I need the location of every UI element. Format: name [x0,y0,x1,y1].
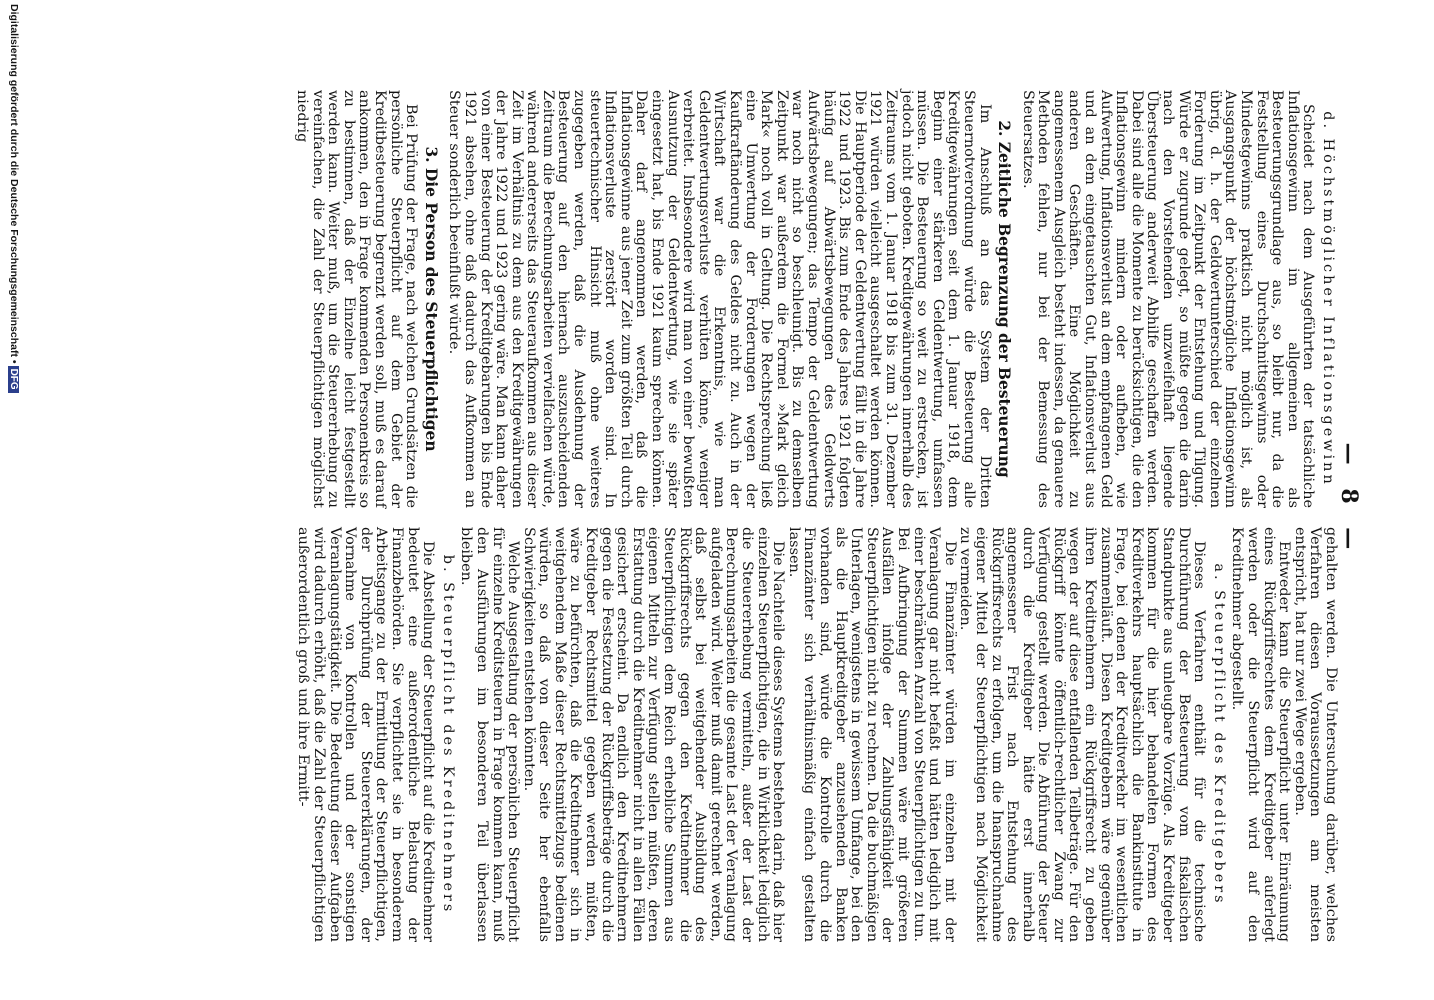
intro-paragraph: gehalten werden. Die Untersuchung darüber, welches Verfahren diesen Voraussetzungen am meisten entspricht, hat nur zwei Wege ergeben. [1291,527,1339,942]
section-a-paragraph-2: Die Finanzämter würden im einzelnen mit der Veranlagung gar nicht befaßt und hätten lediglich mit einer beschränkten Anzahl von Steuerpflichtigen zu tun. Bei Aufbringung der Summen wäre mit größeren Ausfällen infolge der Zahlungsfähigkeit der Steuerpflichtigen nicht zu rechnen. Da die buchmäßigen Unterlagen, wenigstens in gewissem Umfange, bei den als die Hauptkreditgeber anzusehenden Banken vorhanden sind, würde die Kontrolle durch die Finanzämter sich verhältnismäßig einfach gestalten lassen. [785,527,958,942]
section-2-paragraph: Im Anschluß an das System der Dritten Steuernotverordnung würde die Besteuerung alle Kreditgewährungen seit dem 1. Januar 1918, dem Beginn einer stärkeren Geldentwertung, umfassen müssen. Die Besteuerung so weit zu erstrecken, ist jedoch nicht geboten. Kreditgewährungen innerhalb des Zeitraums vom 1. Januar 1918 bis zum 31. Dezember 1921 würden vielleicht ausgeschaltet werden können. Die Hauptperiode der Geldentwertung fällt in die Jahre 1922 und 1923. Bis zum Ende des Jahres 1921 folgten häufig auf Abwärtsbewegungen des Geldwerts Aufwärtsbewegungen; das Tempo der Geldentwertung war noch nicht so beschleunigt. Bis zu demselben Zeitpunkt war außerdem die Formel »Mark gleich Mark« noch voll in Geltung. Die Rechtsprechung ließ eine Umwertung der Forderungen wegen der Kaufkraftänderung des Geldes nicht zu. Auch in der Wirtschaft war die Erkenntnis, wie man Geldentwertungsverluste verhüten könne, weniger verbreitet. Insbesondere wird man von einer bewußten Ausnutzung der Geldentwertung, wie sie später eingesetzt hat, bis Ende 1921 kaum sprechen können. Daher darf angenommen werden, daß die Inflationsgewinne aus jener Zeit zum größten Teil durch Inflationsverluste zerstört worden sind. In steuertechnischer Hinsicht muß ohne weiteres zugegeben werden, daß die Ausdehnung der Besteuerung auf den hiernach auszuscheidenden Zeitraum die Berechnungsarbeiten vervielfachen würde, während andererseits das Steueraufkommen aus dieser Zeit im Verhältnis zu dem aus den Kreditgewährungen der Jahre 1922 und 1923 gering wäre. Man kann daher von einer Besteuerung der Kreditgebarungen bis Ende 1921 absehen, ohne daß dadurch das Aufkommen an Steuer sonderlich beeinflußt würde. [446,90,993,508]
section-d-heading: d. Höchstmöglicher Inflationsgewinn [1320,111,1336,487]
section-a-heading: a. Steuerpflicht des Kreditgebers [1210,563,1227,906]
section-3-paragraph: Bei Prüfung der Frage, nach welchen Grundsätzen die persönliche Steuerpflicht auf dem Gebiet der Kreditbesteuerung begrenzt werden soll, muß es darauf ankommen, den in Frage kommenden Personenkreis so zu bestimmen, daß der Einzelne leicht festgestellt werden kann. Weiter muß, um die Steuererhebung zu vereinfachen, die Zahl der Steuerpflichtigen möglichst niedrig [294,90,420,508]
section-a-paragraph-3: Die Nachteile dieses Systems bestehen darin, daß hier einzelnen Steuerpflichtigen, die in Wirklichkeit lediglich die Steuererhebung vermitteln, außer der Last der Berechnungsarbeiten die gesamte Last der Veranlagung aufgeladen wird. Weiter muß damit gerechnet werden, daß selbst bei weitgehender Ausbildung des Rückgriffsrechts gegen den Kreditnehmer die Steuerpflichtigen dem Reich erhebliche Summen aus eigenen Mitteln zur Verfügung stellen müßten, deren Erstattung durch die Kreditnehmer nicht in allen Fällen gesichert erscheint. Da endlich den Kreditnehmern gegen die Festsetzung der Rückgriffsbeträge durch die Kreditgeber Rechtsmittel gegeben werden müßten, wäre zu befürchten, daß die Kreditnehmer sich in weitgehendem Maße dieser Rechtsmittelzugs bedienen würden, so daß von dieser Seite her ebenfalls Schwierigkeiten entstehen könnten. [520,527,787,942]
section-b-heading: b. Steuerpflicht des Kreditnehmers [439,554,456,915]
dfg-credit-line [8,4,20,424]
section-2-heading: 2. Zeitliche Begrenzung der Besteuerung [995,120,1014,478]
intro-paragraph-2: Entweder kann die Steuerpflicht unter Einräumung eines Rückgriffsrechtes dem Kreditgeber auferlegt werden oder die Steuerpflicht wird auf den Kreditnehmer abgestellt. [1229,527,1293,942]
left-column [293,90,1338,508]
dfg-logo: DFG [8,366,19,393]
section-3-heading: 3. Die Person des Steuerpflichtigen [421,146,440,452]
right-column [295,527,1338,942]
page-number: — 8 — [1336,442,1362,558]
section-d-paragraph: Scheidet nach dem Ausgeführten der tatsächliche Inflationsgewinn im allgemeinen als Besteuerungsgrundlage aus, so bleibt nur, da die Feststellung eines Durchschnittsgewinns oder Mindestgewinns praktisch nicht möglich ist, als Ausgangspunkt der höchstmögliche Inflationsgewinn übrig, d. h. der Geldwertunterschied der einzelnen Forderung im Zeitpunkt der Entstehung und Tilgung. Würde er zugrunde gelegt, so müßte gegen die darin nach den Vorstehenden unzweifelhaft liegende Übersteuerung anderweit Abhilfe geschaffen werden. Dabei sind alle die Momente zu berücksichtigen, die den Inflationsgewinn mindern oder aufheben, wie Aufwertung, Inflationsverlust an dem empfangenen Geld und an dem eingetauschten Gut, Inflationsverlust aus anderen Geschäften. Eine Möglichkeit zu angemessenem Ausgleich besteht indessen, da genauere Methoden fehlen, nur bei der Bemessung des Steuersatzes. [1019,90,1317,508]
section-a-paragraph-4: Welche Ausgestaltung der persönlichen Steuerpflicht für einzelne Kreditsteuern in Frage kommen kann, muß den Ausführungen im besonderen Teil überlassen bleiben. [458,527,522,942]
section-a-paragraph-1: Dieses Verfahren enthält für die technische Durchführung der Besteuerung vom fiskalischen Standpunkte aus unleugbare Vorzüge. Als Kreditgeber kommen für die hier behandelten Formen des Kreditverkehrs hauptsächlich die Bankinstitute in Frage, bei denen der Kreditverkehr im wesentlichen zusammenläuft. Diesen Kreditgebern wäre gegenüber ihren Kreditnehmern ein Rückgriffsrecht zu geben wegen der auf diese entfallenden Teilbeträge. Für den Rückgriff könnte öffentlich-rechtlicher Zwang zur Verfügung gestellt werden. Die Abführung der Steuer durch die Kreditgeber hätte erst innerhalb angemessener Frist nach Entstehung des Rückgriffsrechts zu erfolgen, um die Inanspruchnahme eigener Mittel der Steuerpflichtigen nach Möglichkeit zu vermeiden. [957,527,1208,942]
section-b-paragraph: Die Abstellung der Steuerpflicht auf die Kreditnehmer bedeutet eine außerordentliche Belastung der Finanzbehörden. Sie verpflichtet sie in besonderem Arbeitsgange zu der Ermittlung der Steuerpflichtigen, der Durchprüfung der Steuererklärungen, der Vornahme von Kontrollen und der sonstigen Veranlagungstätigkeit. Die Bedeutung dieser Aufgaben wird dadurch erhöht, daß die Zahl der Steuerpflichtigen außerordentlich groß und ihre Ermitt- [295,527,437,942]
dfg-credit-text: Digitalisierung gefördert durch die Deutsche Forschungsgemeinschaft • [8,4,20,364]
